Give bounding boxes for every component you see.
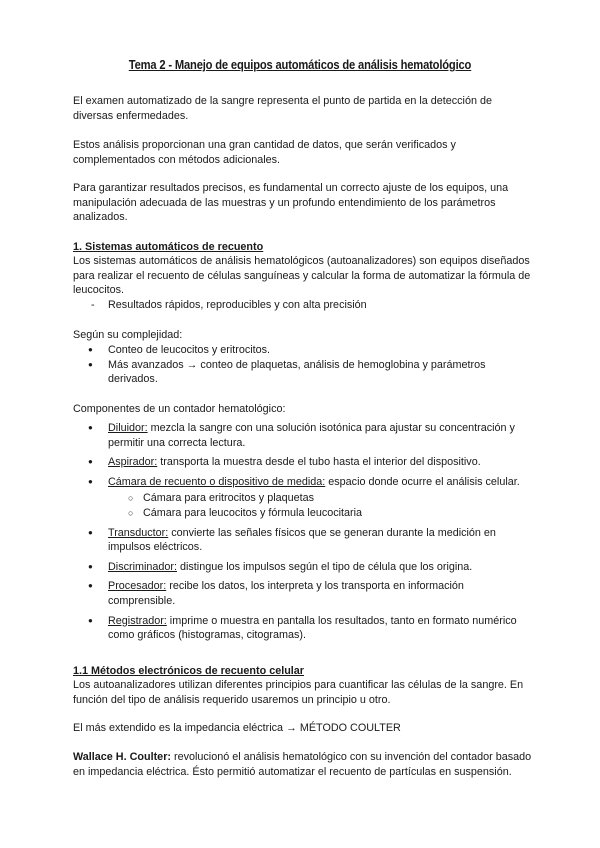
chamber-sublist — [108, 491, 533, 520]
complexity-list — [73, 343, 533, 387]
component-term: Procesador: — [108, 580, 167, 593]
component-desc: espacio donde ocurre el análisis celular. — [325, 475, 520, 488]
components-list — [73, 421, 533, 648]
components-label: Componentes de un contador hematológico: — [73, 403, 286, 415]
section-1-1-text: Los autoanalizadores utilizan diferentes principios para cuantificar las células de la sangre. En función del tipo de análisis requerido usaremos un principio u otro. — [73, 679, 524, 706]
list-item: - Resultados rápidos, reproducibles y con alta precisión — [73, 298, 533, 313]
component-desc: mezcla la sangre con una solución isotónica para ajustar su concentración y permitir una correcta lectura. — [108, 422, 515, 449]
list-item: ○ Cámara para leucocitos y fórmula leucocitaria — [108, 506, 533, 521]
list-item — [73, 614, 533, 643]
list-item — [73, 579, 533, 608]
list-item — [73, 526, 533, 555]
component-desc: distingue los impulsos según el tipo de célula que los origina. — [177, 560, 473, 573]
component-term: Transductor: — [108, 526, 169, 539]
component-term: Registrador: — [108, 614, 167, 627]
document-title: Tema 2 - Manejo de equipos automáticos de análisis hematológico — [128, 57, 472, 72]
coulter-text: revolucionó el análisis hematológico con su invención del contador basado en impedancia eléctrica. Ésto permitió automatizar el recuento de partículas en suspensión. — [73, 751, 532, 778]
list-item: ● Más avanzados → conteo de plaquetas, análisis de hemoglobina y parámetros derivados. — [73, 358, 533, 387]
component-desc: imprime o muestra en pantalla los resultados, tanto en formato numérico como gráficos (histogramas, citogramas). — [108, 614, 517, 642]
intro-paragraph-1: El examen automatizado de la sangre representa el punto de partida en la detección de diversas enfermedades. — [73, 95, 492, 122]
list-item — [73, 455, 533, 470]
section-1-heading: 1. Sistemas automáticos de recuento — [73, 241, 264, 253]
section-1-1-heading: 1.1 Métodos electrónicos de recuento celular — [73, 665, 305, 677]
list-item: ○ Cámara para eritrocitos y plaquetas — [108, 491, 533, 506]
dash-list — [73, 298, 533, 313]
component-desc: recibe los datos, los interpreta y los transporta en información comprensible. — [108, 580, 464, 607]
list-item: ● Conteo de leucocitos y eritrocitos. — [73, 343, 533, 358]
intro-paragraph-3: Para garantizar resultados precisos, es fundamental un correcto ajuste de los equipos, una manipulación adecuada de las muestras y un profundo entendimiento de los parámetros analizados. — [73, 182, 509, 224]
list-item — [73, 421, 533, 450]
coulter-paragraph — [73, 750, 533, 779]
list-item — [73, 560, 533, 575]
complexity-label: Según su complejidad: — [73, 329, 183, 341]
component-term: Aspirador: — [108, 456, 158, 469]
component-desc: transporta la muestra desde el tubo hasta el interior del dispositivo. — [157, 456, 481, 469]
component-term: Discriminador: — [108, 560, 177, 573]
impedance-line: El más extendido es la impedancia eléctrica → MÉTODO COULTER — [73, 722, 401, 734]
component-desc: convierte las señales físicos que se generan durante la medición en impulsos eléctricos. — [108, 526, 496, 554]
component-term: Diluidor: — [108, 422, 148, 434]
coulter-name: Wallace H. Coulter: — [73, 751, 171, 763]
list-item — [73, 475, 533, 521]
component-term: Cámara de recuento o dispositivo de medida: — [108, 475, 326, 488]
section-1-text: Los sistemas automáticos de análisis hematológicos (autoanalizadores) son equipos diseñados para realizar el recuento de células sanguíneas y calcular la forma de automatizar la fórmula de leucocitos. — [73, 255, 531, 297]
intro-paragraph-2: Estos análisis proporcionan una gran cantidad de datos, que serán verificados y complementados con métodos adicionales. — [73, 139, 456, 166]
